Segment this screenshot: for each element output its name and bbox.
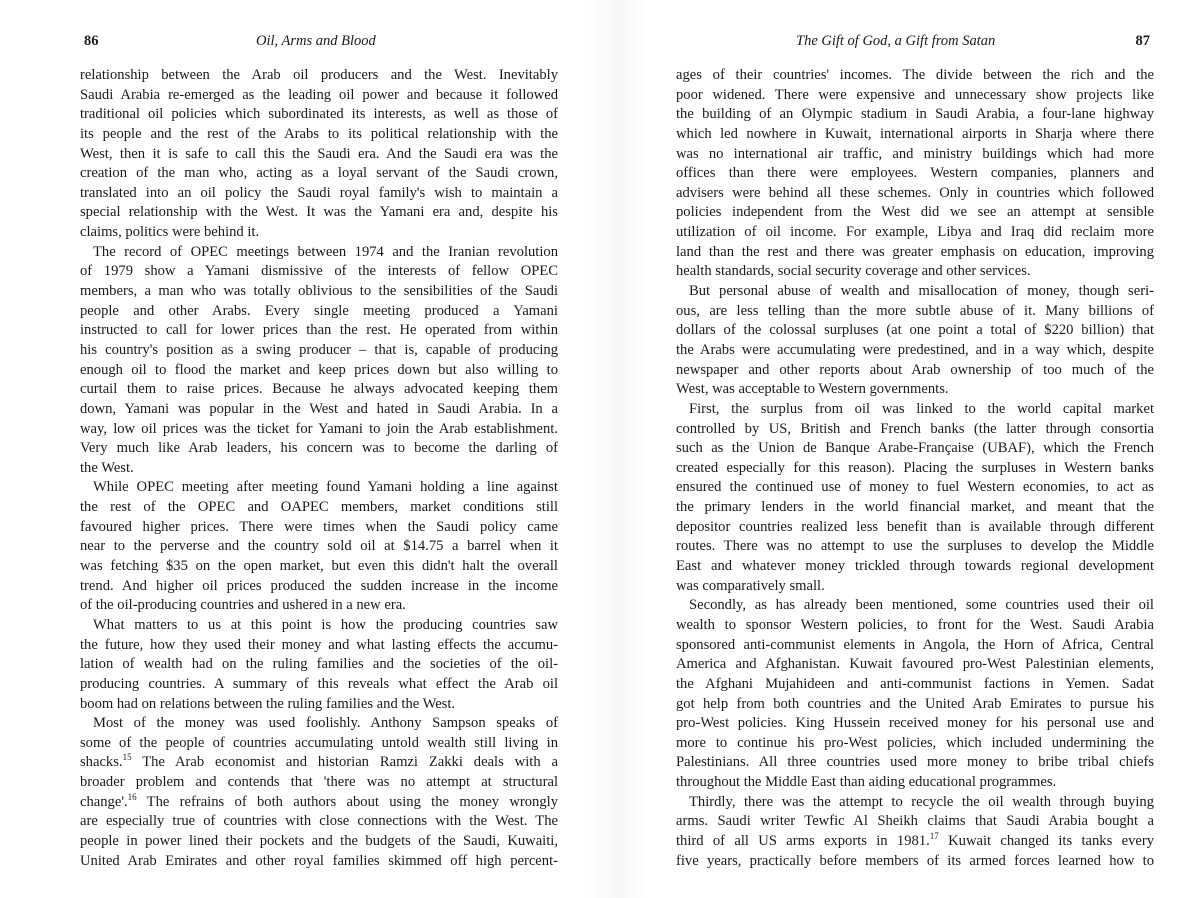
text-line: America and Afghanistan. Kuwait favoured pro-West Palestinian elements, xyxy=(676,656,1154,673)
text-line: health standards, social security coverage and other services. xyxy=(676,263,1031,280)
text-line: Thirdly, there was the attempt to recycle the oil wealth through buying xyxy=(689,793,1154,810)
text-line: West, was acceptable to Western governments. xyxy=(676,381,949,398)
text-line: The record of OPEC meetings between 1974 and the Iranian revolution xyxy=(93,243,558,260)
text-line: five years, practically before members of its armed forces learned how to xyxy=(676,852,1154,869)
text-line: pro-West policies. King Hussein received money for his personal use and xyxy=(676,715,1154,732)
text-line: Secondly, as has already been mentioned, some countries used their oil xyxy=(689,597,1154,614)
page-number: 86 xyxy=(84,33,99,49)
text-line: down, Yamani was popular in the West and hated in Saudi Arabia. In a xyxy=(80,400,558,417)
text-line: throughout the Middle East than aiding educational programmes. xyxy=(676,774,1057,791)
text-line: policies independent from the West did we see an attempt at sensible xyxy=(676,204,1154,221)
text-line: Very much like Arab leaders, his concern was to become the darling of xyxy=(80,440,558,457)
text-line: the primary lenders in the world financial market, and meant that the xyxy=(676,499,1154,516)
text-line xyxy=(80,753,558,773)
text-line: got help from both countries and the United Arab Emirates to pursue his xyxy=(676,695,1154,712)
text-line: routes. There was no attempt to use the surpluses to develop the Middle xyxy=(676,538,1154,555)
text-line: trend. And higher oil prices produced the sudden increase in the income xyxy=(80,577,558,594)
text-line: members, a man who was totally oblivious to the sensibilities of the Saudi xyxy=(80,283,558,300)
text-line: United Arab Emirates and other royal families skimmed off high percent- xyxy=(80,852,558,869)
text-line: curtail them to raise prices. Because he always advocated keeping them xyxy=(80,381,558,398)
text-line: lation of wealth had on the ruling families and the societies of the oil- xyxy=(80,656,558,673)
text-line: enough oil to flood the market and keep prices down but also willing to xyxy=(80,361,558,378)
text-line: depositor countries realized less benefit than is available through different xyxy=(676,518,1154,535)
text-line: special relationship with the West. It was the Yamani era and, despite his xyxy=(80,204,558,221)
text-line: ensured the continued use of money to fuel Western economies, to act as xyxy=(676,479,1154,496)
text-line: traditional oil policies which subordinated its interests, as well as those of xyxy=(80,106,558,123)
text-line: relationship between the Arab oil producers and the West. Inevitably xyxy=(80,67,558,83)
text-line: people and other Arabs. Every single meeting produced a Yamani xyxy=(80,302,558,319)
text-line: land than the rest and there was greater emphasis on education, improving xyxy=(676,243,1154,260)
text-line: But personal abuse of wealth and misallocation of money, though seri- xyxy=(689,283,1154,300)
text-line: ous, are less telling than the more subtle abuse of it. Many billions of xyxy=(676,302,1154,319)
text-line xyxy=(80,793,558,813)
book-gutter-shadow xyxy=(588,0,648,898)
text-line: offices than there were employees. Western companies, planners and xyxy=(676,165,1154,182)
text-line: dollars of the colossal surpluses (at one point a total of $220 billion) that xyxy=(676,322,1154,339)
text-line: more to continue his pro-West policies, which included undermining the xyxy=(676,734,1154,751)
text-segment: The refrains of both authors about using the money wrongly xyxy=(136,793,558,810)
text-line: wealth to sponsor Western policies, to front for the West. Saudi Arabia xyxy=(676,616,1154,633)
text-line: the West. xyxy=(80,459,134,476)
text-line: controlled by US, British and French banks (the latter through consortia xyxy=(676,420,1154,437)
text-line: the Afghani Mujahideen and anti-communist factions in Yemen. Sadat xyxy=(676,675,1154,692)
text-line: poor widened. There were expensive and unnecessary show projects like xyxy=(676,86,1154,103)
right-page-body xyxy=(676,66,1154,871)
text-line: arms. Saudi writer Tewfic Al Sheikh claims that Saudi Arabia bought a xyxy=(676,813,1154,830)
text-line: advisers were behind all these schemes. Only in countries which followed xyxy=(676,184,1154,201)
text-line: way, low oil prices was the ticket for Yamani to join the Arab establishment. xyxy=(80,420,558,437)
text-line xyxy=(676,832,1154,852)
text-line: some of the people of countries accumulating untold wealth still living in xyxy=(80,734,558,751)
text-line: instructed to call for lower prices than the rest. He operated from within xyxy=(80,322,558,339)
text-line: producing countries. A summary of this reveals what effect the Arab oil xyxy=(80,675,558,692)
text-line: which led nowhere in Kuwait, international airports in Sharja where there xyxy=(676,125,1154,142)
right-page-header xyxy=(676,33,1154,53)
text-line: the future, how they used their money and what lasting effects the accumu- xyxy=(80,636,558,653)
right-page xyxy=(676,0,1154,898)
text-line: West, then it is safe to call this the Saudi era. And the Saudi era was the xyxy=(80,145,558,162)
footnote-marker: 15 xyxy=(122,752,132,763)
text-line: such as the Union de Banque Arabe-Française (UBAF), which the French xyxy=(676,440,1154,457)
footnote-marker: 16 xyxy=(127,791,137,802)
text-line: newspaper and other reports about Arab ownership of too much of the xyxy=(676,361,1154,378)
text-line: created especially for this reason). Placing the surpluses in Western banks xyxy=(676,459,1154,476)
text-line: translated into an oil policy the Saudi royal family's wish to maintain a xyxy=(80,184,558,201)
text-line: favoured higher prices. There were times when the Saudi policy came xyxy=(80,518,558,535)
text-line: was fetching $35 on the open market, but even this didn't halt the overall xyxy=(80,558,558,575)
left-page xyxy=(80,0,558,898)
text-segment: change'. xyxy=(80,793,128,810)
text-line: are especially true of countries with close connections with the West. The xyxy=(80,813,558,830)
text-line: creation of the man who, acting as a loyal servant of the Saudi crown, xyxy=(80,165,558,182)
text-line: What matters to us at this point is how the producing countries saw xyxy=(93,616,558,633)
running-head: Oil, Arms and Blood xyxy=(256,33,376,49)
text-line: Saudi Arabia re-emerged as the leading oil power and because it followed xyxy=(80,86,558,103)
text-line: its people and the rest of the Arabs to its political relationship with the xyxy=(80,125,558,142)
text-line: the building of an Olympic stadium in Saudi Arabia, a four-lane highway xyxy=(676,106,1154,123)
text-segment: The Arab economist and historian Ramzi Zakki deals with a xyxy=(131,754,558,771)
page-number: 87 xyxy=(1135,33,1150,49)
text-line: broader problem and contends that 'there was no attempt at structural xyxy=(80,774,558,791)
running-head: The Gift of God, a Gift from Satan xyxy=(796,33,996,49)
text-segment: third of all US arms exports in 1981. xyxy=(676,832,930,849)
text-line: his country's position as a swing producer – that is, capable of producing xyxy=(80,341,558,358)
text-line: the Arabs were accumulating were predestined, and in a way which, despite xyxy=(676,341,1154,358)
text-line: utilization of oil income. For example, Libya and Iraq did reclaim more xyxy=(676,224,1154,241)
text-line: near to the perverse and the country sold oil at $14.75 a barrel when it xyxy=(80,538,558,555)
left-page-body xyxy=(80,66,558,871)
text-line: was comparatively small. xyxy=(676,577,825,594)
text-line: ages of their countries' incomes. The divide between the rich and the xyxy=(676,67,1154,83)
text-line: East and whatever money trickled through towards regional development xyxy=(676,558,1154,575)
text-line: claims, politics were behind it. xyxy=(80,224,260,241)
text-line: of 1979 show a Yamani dismissive of the interests of fellow OPEC xyxy=(80,263,558,280)
text-line: of the oil-producing countries and ushered in a new era. xyxy=(80,597,406,614)
text-segment: shacks. xyxy=(80,754,123,771)
footnote-marker: 17 xyxy=(929,830,939,841)
text-line: Palestinians. All three countries used more money to bribe tribal chiefs xyxy=(676,754,1154,771)
text-line: First, the surplus from oil was linked to the world capital market xyxy=(689,400,1154,417)
text-line: the rest of the OPEC and OAPEC members, market conditions still xyxy=(80,499,558,516)
text-line: sponsored anti-communist elements in Angola, the Horn of Africa, Central xyxy=(676,636,1154,653)
left-page-header xyxy=(80,33,558,53)
text-line: boom had on relations between the ruling families and the West. xyxy=(80,695,456,712)
text-line: was no international air traffic, and ministry buildings which had more xyxy=(676,145,1154,162)
text-segment: Kuwait changed its tanks every xyxy=(938,832,1154,849)
text-line: While OPEC meeting after meeting found Yamani holding a line against xyxy=(93,479,558,496)
text-line: Most of the money was used foolishly. Anthony Sampson speaks of xyxy=(93,715,558,732)
text-line: people in power lined their pockets and the budgets of the Saudi, Kuwaiti, xyxy=(80,832,558,849)
